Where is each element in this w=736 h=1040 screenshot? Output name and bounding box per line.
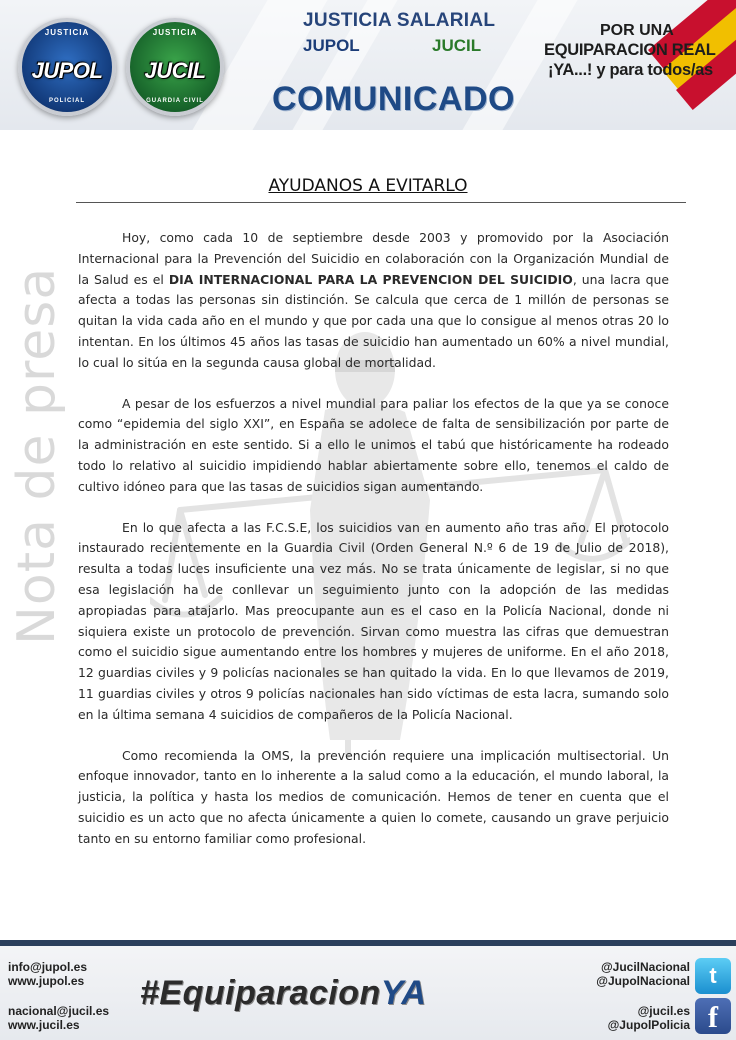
facebook-icon[interactable]: f [695, 998, 731, 1034]
facebook-jupol-link[interactable]: @JupolPolicia [607, 1018, 690, 1032]
jupol-logo-bottom: POLICIAL [49, 98, 85, 104]
twitter-jupol-link[interactable]: @JupolNacional [596, 974, 690, 988]
jupol-logo [18, 18, 116, 116]
header-title: JUSTICIA SALARIAL [303, 10, 496, 31]
facebook-handles [608, 1004, 690, 1032]
slogan-line-1: POR UNA [600, 22, 674, 39]
header-jupol: JUPOL [303, 36, 360, 55]
jupol-email-link[interactable]: info@jupol.es [8, 960, 88, 974]
jucil-logo-name: JUCIL [144, 58, 206, 83]
footer-bar [0, 940, 736, 946]
jupol-logo-top: JUSTICIA [44, 28, 90, 37]
jupol-logo-name: JUPOL [31, 58, 103, 83]
paragraph-1-highlight: DIA INTERNACIONAL PARA LA PREVENCION DEL SUICIDIO [168, 271, 573, 287]
twitter-handles [596, 960, 690, 988]
paragraph-1-end: , una lacra que afecta a todas las personas sin distinción. Se calcula que cerca de 1 millón de personas se quitan la vida cada año en el mundo y que por cada una que lo consigue al menos otras 20 lo intentan. En los últimos 45 años las tasas de suicidio han aumentado un 60% a nivel mundial, lo cual lo sitúa en la segunda causa global de mortalidad. [78, 271, 669, 370]
hashtag [140, 974, 427, 1013]
hashtag-ya: YA [380, 974, 427, 1012]
jucil-contact [8, 1004, 109, 1032]
paragraph-1-start: Hoy, como cada 10 de septiembre desde 2003 y promovido por la Asociación Internacional para la Prevención del Suicidio en colaboración con la Organización Mundial de la Salud es el [78, 230, 669, 287]
jucil-logo [126, 18, 224, 116]
header-banner [0, 0, 736, 130]
twitter-icon[interactable]: t [695, 958, 731, 994]
jucil-email-link[interactable]: nacional@jucil.es [8, 1004, 110, 1018]
side-label: Nota de presa [7, 266, 67, 645]
jupol-web-link[interactable]: www.jupol.es [8, 974, 85, 988]
hashtag-main: #Equiparacion [140, 974, 381, 1012]
header-jucil: JUCIL [432, 36, 482, 55]
slogan-line-3: ¡YA...! y para todos/as [548, 61, 713, 79]
twitter-jucil-link[interactable]: @JucilNacional [600, 960, 690, 974]
jucil-web-link[interactable]: www.jucil.es [8, 1018, 80, 1032]
paragraph-4: Como recomienda la OMS, la prevención requiere una implicación multisectorial. Un enfoque innovador, tanto en lo inherente a la salud como a la educación, el mundo laboral, la justicia, la política y hasta los medios de comunicación. Hemos de tener en cuenta que el suicidio es un acto que no afecta únicamente a quien lo comete, causando un grave perjuicio tanto en su entorno familiar como profesional. [78, 747, 669, 846]
document-title: AYUDANOS A EVITARLO [268, 176, 468, 196]
title-divider [76, 202, 686, 203]
paragraph-2: A pesar de los esfuerzos a nivel mundial para paliar los efectos de la que ya se conoce como “epidemia del siglo XXI”, en España se adolece de falta de sensibilización por parte de la administración en este sentido. Si a ello le unimos el tabú que históricamente ha rodeado todo lo relativo al suicidio impidiendo hablar abiertamente sobre ello, tenemos el caldo de cultivo idóneo para que las tasas de suicidios sigan aumentando. [78, 395, 669, 494]
paragraph-3: En lo que afecta a las F.C.S.E, los suicidios van en aumento año tras año. El protocolo instaurado recientemente en la Guardia Civil (Orden General N.º 6 de 19 de Julio de 2018), resulta a todas luces insuficiente una vez más. No se trata únicamente de legislar, si no que esa legislación ha de conllevar un seguimiento junto con la adopción de las medidas apropiadas para atajarlo. Mas preocupante aun es el caso en la Policía Nacional, donde ni siquiera existe un protocolo de prevención. Sirvan como muestra las cifras que demuestran como el suicidio sigue aumentando entre los hombres y mujeres de uniforme. En el año 2018, 12 guardias civiles y 9 policías nacionales se han quitado la vida. En lo que llevamos de 2019, 11 guardias civiles y otros 9 policías nacionales han sido víctimas de esta lacra, sumando solo en la última semana 4 suicidios de compañeros de la Policía Nacional. [78, 519, 669, 722]
jucil-logo-top: JUSTICIA [152, 28, 198, 37]
slogan-line-2: EQUIPARACION REAL [544, 41, 716, 59]
jupol-contact [8, 960, 87, 988]
paragraph-1 [78, 228, 669, 374]
document-body [78, 228, 669, 870]
jucil-logo-bottom: GUARDIA CIVIL [146, 98, 204, 104]
header-comunicado: COMUNICADO [272, 80, 515, 118]
facebook-jucil-link[interactable]: @jucil.es [637, 1004, 690, 1018]
footer-banner [0, 940, 736, 1040]
